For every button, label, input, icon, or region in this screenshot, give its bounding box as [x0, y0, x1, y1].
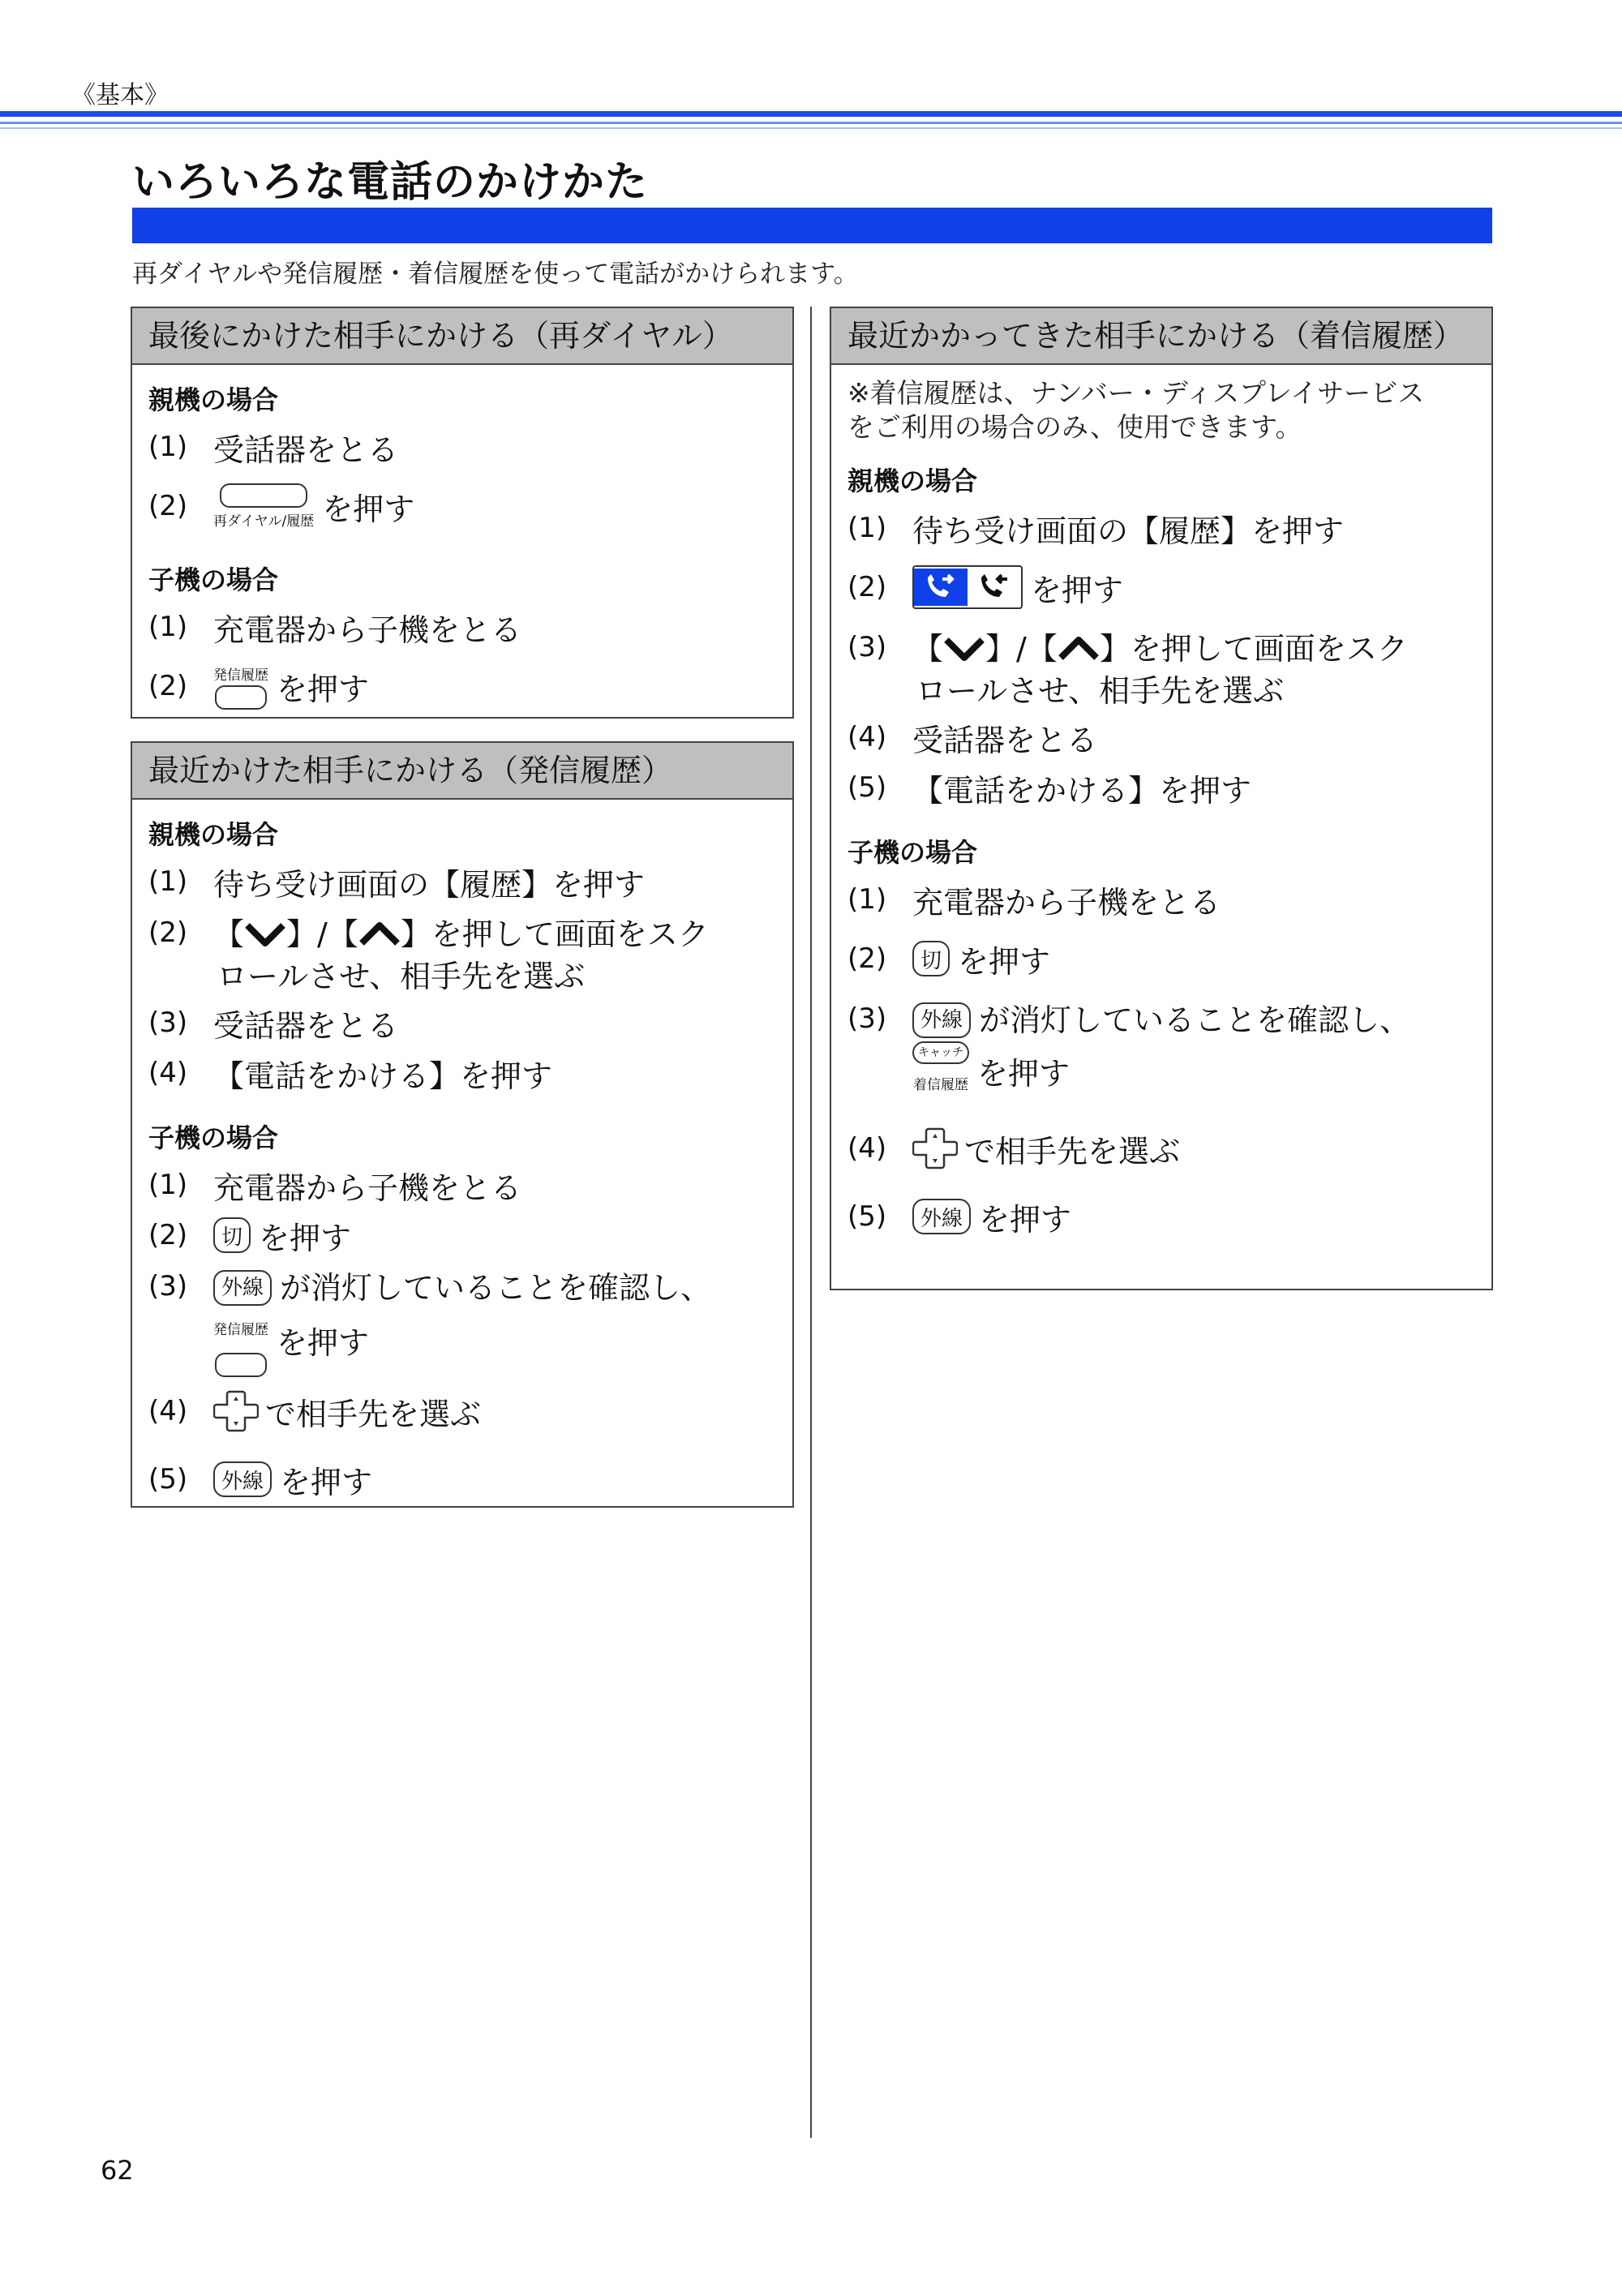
step-text: を押す	[277, 671, 370, 707]
step-number: (2)	[847, 942, 887, 975]
step: (2) 【 】/【 】を押して画面をスク ロールさせ、相手先を選ぶ	[148, 913, 776, 998]
off-key-icon: 切	[213, 1217, 251, 1253]
step	[148, 1377, 776, 1445]
step	[148, 652, 776, 720]
step	[847, 712, 1475, 762]
step-number: (1)	[148, 611, 188, 643]
header-rule-light	[0, 127, 1622, 129]
step-text: 充電器から子機をとる	[213, 612, 522, 648]
page-number: 62	[101, 2155, 134, 2186]
title-accent-bar	[132, 208, 1492, 243]
dpad-icon	[912, 1126, 958, 1171]
step: (3) 【 】/【 】を押して画面をスク ロールさせ、相手先を選ぶ	[847, 628, 1475, 712]
incoming-call-icon	[968, 569, 1021, 606]
service-note: ※着信履歴は、ナンバー・ディスプレイサービス をご利用の場合のみ、使用できます。	[847, 377, 1425, 443]
step-text: を押す	[259, 1220, 352, 1256]
step-text: を押す	[979, 1201, 1072, 1238]
up-arrow-icon	[1058, 635, 1100, 663]
step-number: (1)	[847, 512, 887, 544]
header-rule	[0, 111, 1622, 117]
step	[847, 503, 1475, 553]
step-text: を押す	[977, 1056, 1071, 1092]
step-number: (2)	[148, 1219, 188, 1251]
call-history-tab-icon	[912, 565, 1023, 609]
step-number: (1)	[148, 431, 188, 463]
step	[148, 422, 776, 472]
step-text: 受話器をとる	[912, 722, 1098, 758]
step	[148, 472, 776, 540]
step	[148, 1445, 776, 1513]
step-number: (2)	[847, 571, 887, 603]
step	[148, 856, 776, 907]
outside-line-key-icon: 外線	[213, 1461, 272, 1497]
step-text: を押す	[322, 491, 415, 527]
step-text: を押す	[277, 1325, 370, 1361]
step-text: を押す	[280, 1464, 373, 1500]
step-text: 受話器をとる	[213, 1007, 399, 1044]
redial-box	[131, 307, 794, 719]
step-number: (1)	[847, 883, 887, 916]
step-text: ロールさせ、相手先を選ぶ	[916, 673, 1285, 709]
down-arrow-icon	[943, 635, 985, 663]
step-text: 充電器から子機をとる	[912, 884, 1221, 921]
down-arrow-icon	[244, 921, 286, 948]
step-number: (1)	[148, 1169, 188, 1201]
step-number: (4)	[148, 1395, 188, 1427]
column-divider	[810, 307, 812, 2138]
step-text: 【電話をかける】を押す	[213, 1058, 553, 1094]
step-text: で相手先を選ぶ	[265, 1396, 482, 1432]
base-unit-heading: 親機の場合	[148, 384, 279, 415]
step	[847, 925, 1475, 993]
step-number: (4)	[847, 1132, 887, 1165]
outside-line-key-icon: 外線	[213, 1270, 272, 1306]
handset-heading: 子機の場合	[148, 1122, 279, 1153]
step-text: を押す	[958, 943, 1051, 980]
base-unit-heading: 親機の場合	[847, 466, 978, 496]
page-subtitle: 再ダイヤルや発信履歴・着信履歴を使って電話がかけられます。	[132, 260, 859, 289]
catch-incoming-key-icon: キャッチ 着信履歴	[912, 1041, 969, 1106]
redial-key-icon: 再ダイヤル/履歴	[213, 483, 314, 530]
page-title: いろいろな電話のかけかた	[132, 158, 649, 207]
step	[847, 762, 1475, 813]
step-text: を押す	[1031, 572, 1124, 608]
step	[847, 553, 1475, 621]
step	[148, 1210, 776, 1260]
step-text: で相手先を選ぶ	[964, 1133, 1181, 1169]
step	[847, 874, 1475, 925]
step-text: 待ち受け画面の【履歴】を押す	[912, 513, 1345, 549]
step-number: (3)	[847, 1002, 887, 1035]
step-number: (2)	[148, 490, 188, 522]
handset-heading: 子機の場合	[847, 837, 978, 868]
step-number: (3)	[847, 631, 887, 663]
section-label: 《基本》	[71, 81, 169, 109]
header-rule-thin	[0, 122, 1622, 124]
box-header: 最近かけた相手にかける（発信履歴）	[132, 743, 792, 800]
step	[148, 998, 776, 1048]
step: (3) 外線 が消灯していることを確認し、 発信履歴 を押す	[148, 1267, 776, 1377]
outgoing-history-key-icon: 発信履歴	[213, 663, 268, 710]
step-number: (4)	[148, 1057, 188, 1089]
box-header: 最近かかってきた相手にかける（着信履歴）	[831, 308, 1491, 365]
step-number: (2)	[148, 916, 188, 949]
step-number: (2)	[148, 670, 188, 702]
outside-line-key-icon: 外線	[912, 1002, 971, 1038]
step	[148, 1048, 776, 1098]
step-text: 受話器をとる	[213, 431, 399, 468]
step: (3) 外線 が消灯していることを確認し、 キャッチ 着信履歴 を押す	[847, 999, 1475, 1106]
step	[148, 1160, 776, 1210]
step-number: (5)	[847, 1200, 887, 1233]
outgoing-call-icon	[914, 569, 968, 606]
base-unit-heading: 親機の場合	[148, 819, 279, 850]
outside-line-key-icon: 外線	[912, 1199, 971, 1234]
handset-heading: 子機の場合	[148, 564, 279, 595]
incoming-history-box	[830, 307, 1493, 1290]
step-number: (1)	[148, 865, 188, 898]
up-arrow-icon	[358, 921, 401, 948]
off-key-icon: 切	[912, 941, 950, 976]
dpad-icon	[213, 1388, 259, 1434]
step-number: (5)	[847, 771, 887, 804]
outgoing-history-key-icon: 発信履歴	[213, 1309, 268, 1377]
box-header: 最後にかけた相手にかける（再ダイヤル）	[132, 308, 792, 365]
step-number: (3)	[148, 1270, 188, 1302]
step-text: 【電話をかける】を押す	[912, 772, 1252, 809]
outgoing-history-box	[131, 741, 794, 1508]
step-text: 待ち受け画面の【履歴】を押す	[213, 866, 646, 903]
step	[148, 602, 776, 652]
step-text: ロールさせ、相手先を選ぶ	[217, 959, 586, 994]
step-number: (5)	[148, 1463, 188, 1496]
step	[847, 1114, 1475, 1182]
step-number: (3)	[148, 1006, 188, 1039]
step	[847, 1182, 1475, 1251]
step-number: (4)	[847, 721, 887, 753]
step-text: 充電器から子機をとる	[213, 1169, 522, 1206]
